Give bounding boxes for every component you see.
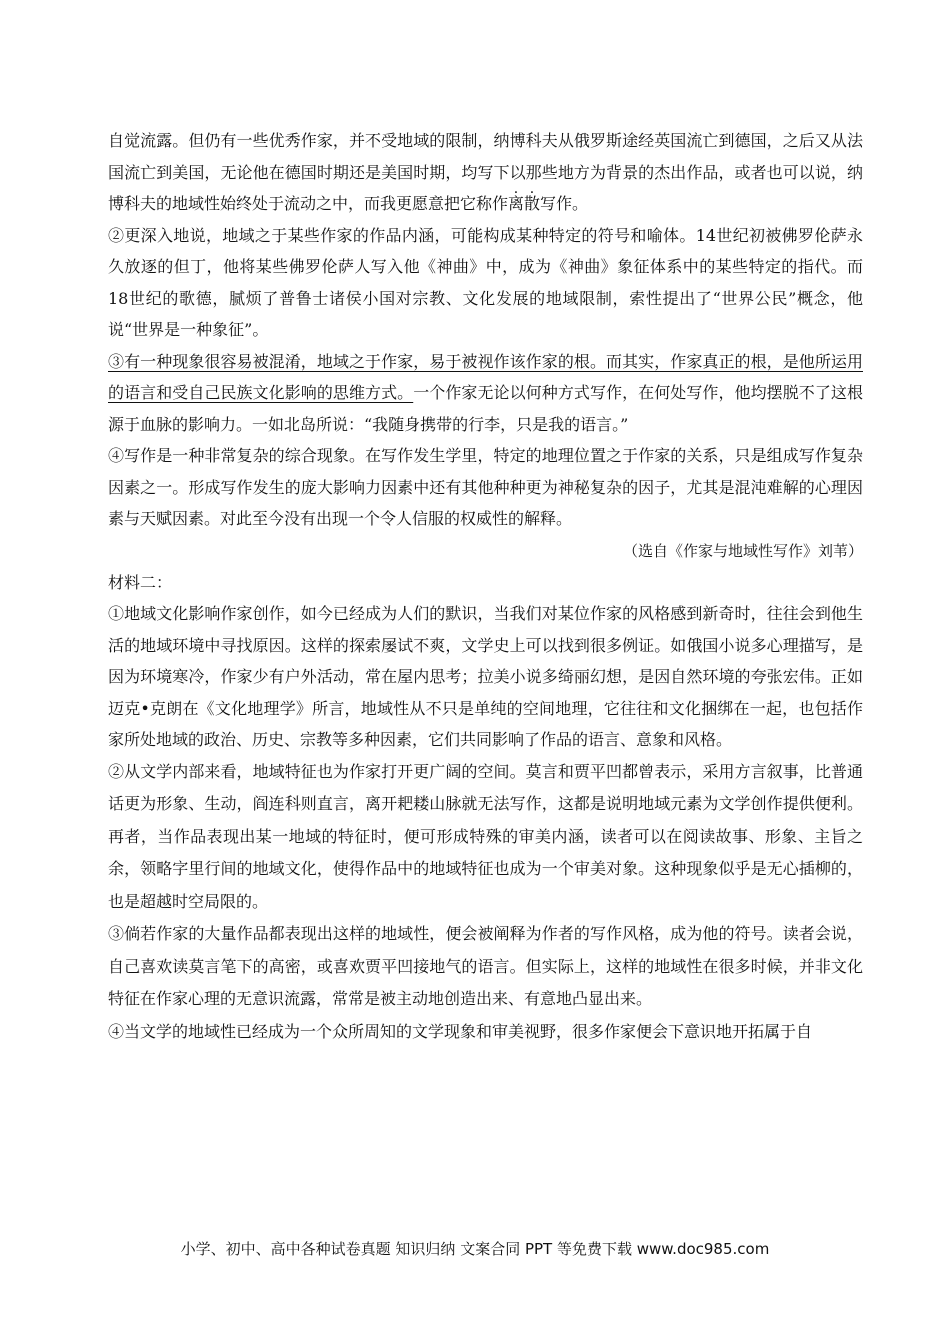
material1-paragraph-4: ④写作是一种非常复杂的综合现象。在写作发生学里，特定的地理位置之于作家的关系，只是组成写作复杂因素之一。形成写作发生的庞大影响力因素中还有其他种种更为神秘复杂的因子，尤其是混沌难解的心理因素与天赋因素。对此至今没有出现一个令人信服的权威性的解释。 xyxy=(108,446,863,528)
material2-paragraph-1: ①地域文化影响作家创作，如今已经成为人们的默识，当我们对某位作家的风格感到新奇时，往往会到他生活的地域环境中寻找原因。这样的探索屡试不爽，文学史上可以找到很多例证。如俄国小说多心理描写，是因为环境寒冷，作家少有户外活动，常在屋内思考；拉美小说多绮丽幻想，是因自然环境的夸张宏伟。正如迈克•克朗在《文化地理学》所言，地域性从不只是单纯的空间地理，它往往和文化捆绑在一起，也包括作家所处地域的政治、历史、宗教等多种因素，它们共同影响了作品的语言、意象和风格。 xyxy=(108,604,863,749)
source-citation: （选自《作家与地域性写作》刘苇） xyxy=(622,541,863,560)
material2-paragraph-4: ④当文学的地域性已经成为一个众所周知的文学现象和审美视野，很多作家便会下意识地开拓属于自 xyxy=(108,1021,813,1041)
page-footer: 小学、初中、高中各种试卷真题 知识归纳 文案合同 PPT 等免费下载 www.doc985.com xyxy=(180,1240,770,1258)
material2-paragraph-3: ③倘若作家的大量作品都表现出这样的地域性，便会被阐释为作者的写作风格，成为他的符号。读者会说，自己喜欢读莫言笔下的高密，或喜欢贾平凹接地气的语言。但实际上，这样的地域性在很多时候，并非文化特征在作家心理的无意识流露，常常是被主动地创造出来、有意地凸显出来。 xyxy=(108,924,863,1008)
material2-heading: 材料二： xyxy=(108,572,173,592)
paragraph-intro: 自觉流露。但仍有一些优秀作家，并不受地域的限制，纳博科夫从俄罗斯途经英国流亡到德国，之后又从法国流亡到美国，无论他在德国时期还是美国时期，均写下以那些地方为背景的杰出作品，或者也可以说，纳博科夫的地域性始终处于流动之中，而我更愿意把它称作离散写作。 xyxy=(108,131,863,213)
emphasis-dot-char: 离 xyxy=(508,194,525,213)
underlined-sentence: ③有一种现象很容易被混淆，地域之于作家，易于被视作该作家的根。而其实，作家真正的根，是他所运用的语言和受自己民族文化影响的思维方式。 xyxy=(108,351,863,402)
material2-paragraph-2: ②从文学内部来看，地域特征也为作家打开更广阔的空间。莫言和贾平凹都曾表示，采用方言叙事，比普通话更为形象、生动，阎连科则直言，离开耙耧山脉就无法写作，这都是说明地域元素为文学创作提供便利。再者，当作品表现出某一地域的特征时，便可形成特殊的审美内涵，读者可以在阅读故事、形象、主旨之余，领略字里行间的地域文化，使得作品中的地域特征也成为一个审美对象。这种现象似乎是无心插柳的，也是超越时空局限的。 xyxy=(108,761,863,911)
material1-paragraph-3: ③有一种现象很容易被混淆，地域之于作家，易于被视作该作家的根。而其实，作家真正的根，是他所运用的语言和受自己民族文化影响的思维方式。一个作家无论以何种方式写作，在何处写作，他均摆脱不了这根源于血脉的影响力。一如北岛所说：“我随身携带的行李，只是我的语言。” xyxy=(108,351,863,434)
document-body xyxy=(108,125,863,1047)
emphasis-dot-char: 散 xyxy=(524,194,541,213)
material1-paragraph-2: ②更深入地说，地域之于某些作家的作品内涵，可能构成某种特定的符号和喻体。14世纪初被佛罗伦萨永久放逐的但丁，他将某些佛罗伦萨人写入他《神曲》中，成为《神曲》象征体系中的某些特定的指代。而18世纪的歌德，腻烦了普鲁士诸侯小国对宗教、文化发展的地域限制，索性提出了“世界公民”概念，他说“世界是一种象征”。 xyxy=(108,225,863,339)
